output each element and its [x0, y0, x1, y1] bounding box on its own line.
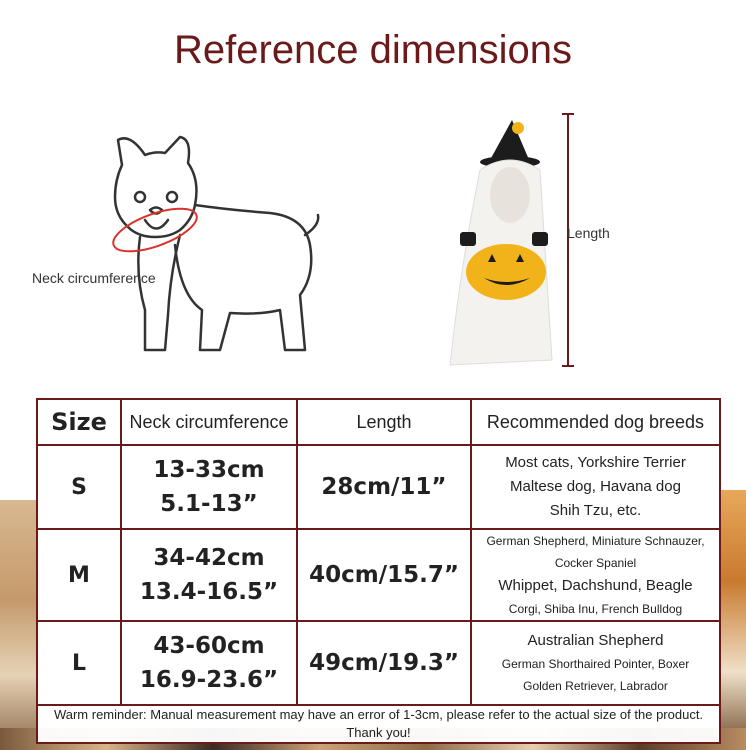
pet-photo-right	[718, 490, 746, 750]
length-cell: 28cm/11”	[297, 445, 471, 529]
breed-line: Maltese dog, Havana dog	[510, 478, 681, 495]
header-size: Size	[37, 399, 121, 445]
table-header-row	[37, 399, 720, 445]
breed-line: Australian Shepherd	[527, 632, 664, 649]
breed-line: German Shorthaired Pointer, Boxer	[501, 657, 690, 671]
breed-line: Corgi, Shiba Inu, French Bulldog	[508, 602, 683, 616]
neck-cm: 13-33cm	[153, 457, 265, 483]
breed-line: Golden Retriever, Labrador	[523, 679, 668, 693]
neck-in: 5.1-13”	[160, 491, 258, 517]
breeds-cell	[471, 529, 720, 621]
table-row	[37, 621, 720, 705]
neck-ring	[108, 200, 202, 260]
breed-line: Whippet, Dachshund, Beagle	[498, 577, 693, 594]
dog-illustration	[100, 125, 350, 375]
size-cell: M	[37, 529, 121, 621]
ghost-costume-illustration	[440, 110, 580, 370]
reminder-text: Warm reminder: Manual measurement may have an error of 1-3cm, please refer to the actual size of the product. Thank you!	[37, 705, 720, 743]
length-label: Length	[567, 225, 610, 241]
breed-line: German Shepherd, Miniature Schnauzer, Cocker Spaniel	[486, 534, 705, 570]
neck-in: 16.9-23.6”	[139, 667, 279, 693]
neck-cell	[121, 621, 297, 705]
length-cell: 40cm/15.7”	[297, 529, 471, 621]
reminder-row	[37, 705, 720, 743]
breed-line: Most cats, Yorkshire Terrier	[505, 454, 686, 471]
breeds-cell	[471, 621, 720, 705]
header-neck: Neck circumference	[121, 399, 297, 445]
size-cell: L	[37, 621, 121, 705]
breeds-cell	[471, 445, 720, 529]
header-length: Length	[297, 399, 471, 445]
neck-cm: 34-42cm	[153, 545, 265, 571]
size-cell: S	[37, 445, 121, 529]
header-breeds: Recommended dog breeds	[471, 399, 720, 445]
table-row	[37, 445, 720, 529]
page-title: Reference dimensions	[174, 28, 572, 72]
size-chart-table	[36, 398, 721, 744]
neck-cm: 43-60cm	[153, 633, 265, 659]
table-row	[37, 529, 720, 621]
breed-line: Shih Tzu, etc.	[549, 502, 642, 519]
neck-in: 13.4-16.5”	[139, 579, 279, 605]
pet-photo-left	[0, 500, 40, 750]
neck-cell	[121, 445, 297, 529]
neck-label: Neck circumference	[32, 270, 156, 286]
length-cell: 49cm/19.3”	[297, 621, 471, 705]
neck-cell	[121, 529, 297, 621]
